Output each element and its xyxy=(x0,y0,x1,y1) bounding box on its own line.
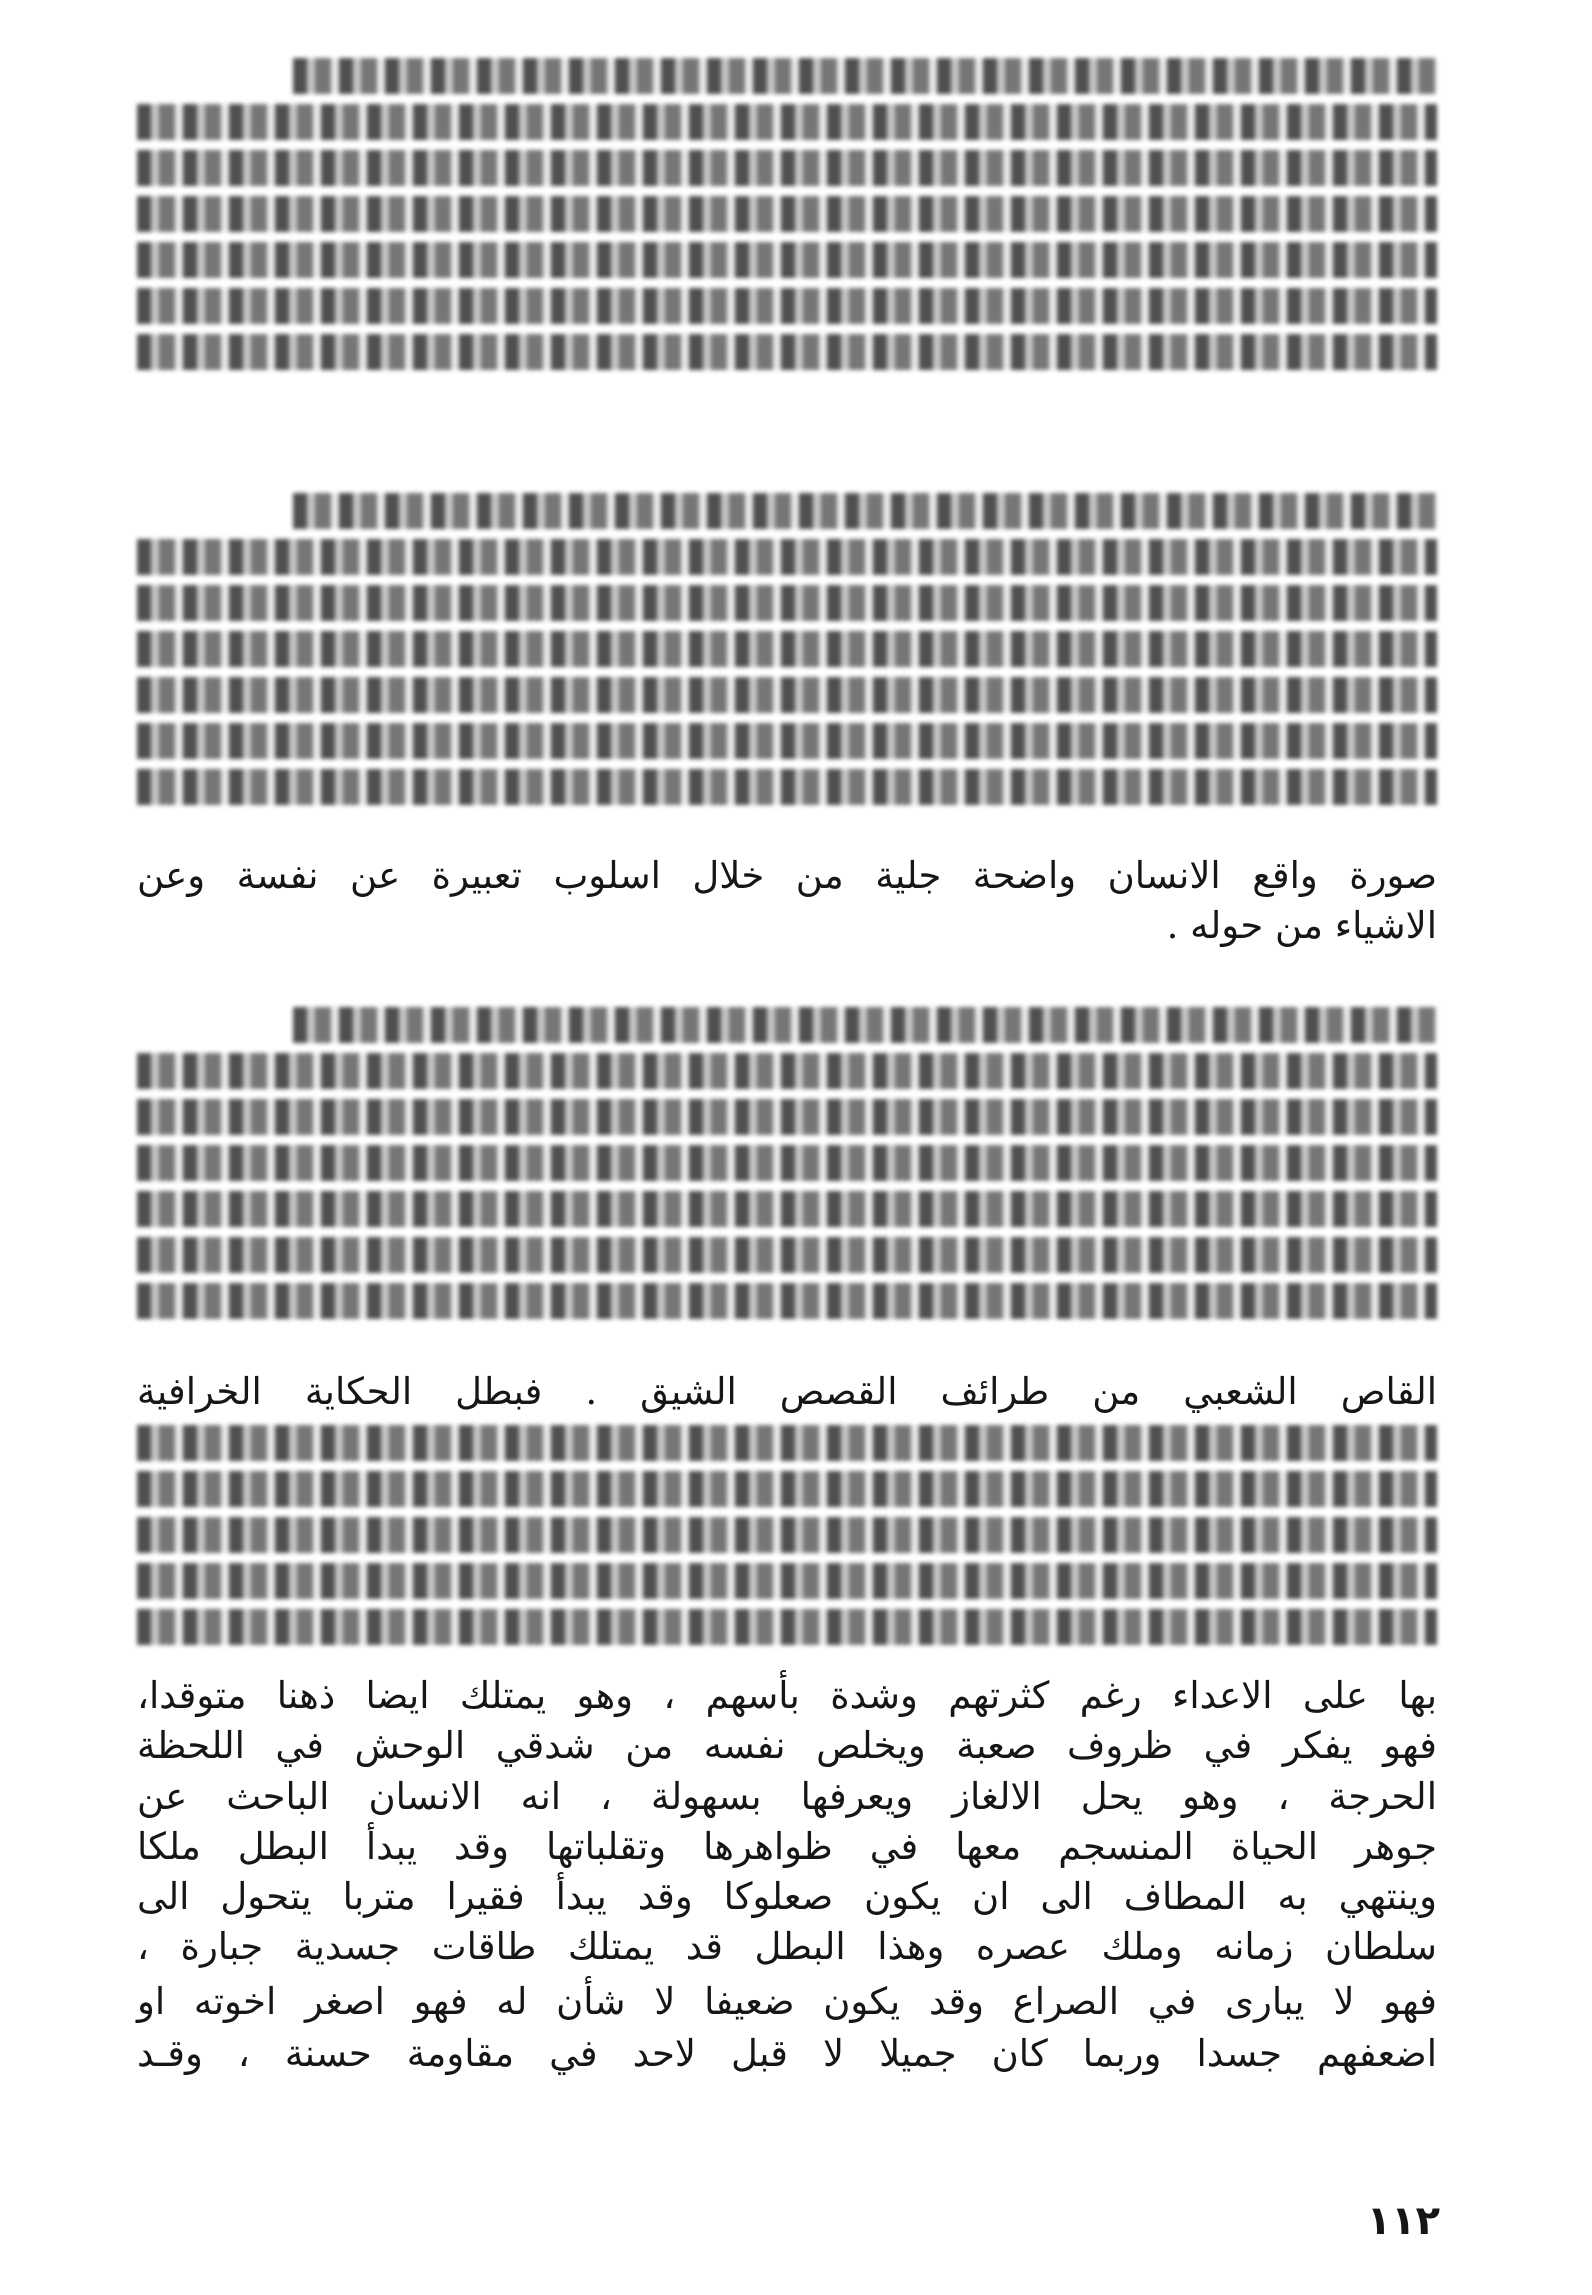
blurred-line xyxy=(137,1283,1437,1319)
blurred-line xyxy=(137,334,1437,370)
paragraph-3-line: سلطان زمانه وملك عصره وهذا البطل قد يمتلك طاقات جسدية جبارة ، xyxy=(137,1925,1437,1968)
blurred-line xyxy=(137,1609,1437,1645)
paragraph-3-line: وينتهي به المطاف الى ان يكون صعلوكا وقد يبدأ فقيرا متربا يتحول الى xyxy=(137,1875,1437,1918)
blurred-line xyxy=(137,723,1437,759)
blurred-line xyxy=(137,539,1437,575)
paragraph-2-line: صورة واقع الانسان واضحة جلية من خلال اسلوب تعبيرة عن نفسة وعن xyxy=(137,854,1437,897)
blurred-line xyxy=(137,677,1437,713)
blurred-line xyxy=(137,1145,1437,1181)
paragraph-3-line: فهو يفكر في ظروف صعبة ويخلص نفسه من شدقي الوحش في اللحظة xyxy=(137,1724,1437,1767)
page-number: ١١٢ xyxy=(1366,2198,1440,2244)
blurred-line xyxy=(137,1053,1437,1089)
blurred-line xyxy=(137,769,1437,805)
paragraph-3-line: بها على الاعداء رغم كثرتهم وشدة بأسهم ، وهو يمتلك ايضا ذهنا متوقدا، xyxy=(137,1674,1437,1717)
blurred-line xyxy=(137,585,1437,621)
paragraph-3-line: فهو لا يبارى في الصراع وقد يكون ضعيفا لا شأن له فهو اصغر اخوته او xyxy=(137,1980,1437,2023)
blurred-line xyxy=(137,242,1437,278)
blurred-line xyxy=(137,631,1437,667)
paragraph-3-line: القاص الشعبي من طرائف القصص الشيق . فبطل الحكاية الخرافية xyxy=(137,1370,1437,1413)
blurred-line xyxy=(137,288,1437,324)
paragraph-3-line: الحرجة ، وهو يحل الالغاز ويعرفها بسهولة ، انه الانسان الباحث عن xyxy=(137,1775,1437,1818)
blurred-line xyxy=(137,1425,1437,1461)
blurred-line xyxy=(137,1099,1437,1135)
blurred-paragraph-1 xyxy=(137,58,1437,380)
blurred-line xyxy=(137,196,1437,232)
blurred-line xyxy=(137,1237,1437,1273)
paragraph-2-line: الاشياء من حوله . xyxy=(1166,904,1437,947)
blurred-line xyxy=(137,1191,1437,1227)
blurred-line xyxy=(137,150,1437,186)
blurred-line xyxy=(293,58,1437,94)
blurred-line xyxy=(137,104,1437,140)
paragraph-3-line: اضعفهم جسدا وربما كان جميلا لا قبل لاحد في مقاومة حسنة ، وقـد xyxy=(137,2032,1437,2075)
blurred-line xyxy=(293,1007,1437,1043)
paragraph-3-line: جوهر الحياة المنسجم معها في ظواهرها وتقلباتها وقد يبدأ البطل ملكا xyxy=(137,1825,1437,1868)
blurred-line xyxy=(293,493,1437,529)
blurred-line xyxy=(137,1563,1437,1599)
blurred-paragraph-3b xyxy=(137,1425,1437,1655)
blurred-line xyxy=(137,1517,1437,1553)
blurred-paragraph-2 xyxy=(137,493,1437,815)
blurred-paragraph-3a xyxy=(137,1007,1437,1329)
blurred-line xyxy=(137,1471,1437,1507)
